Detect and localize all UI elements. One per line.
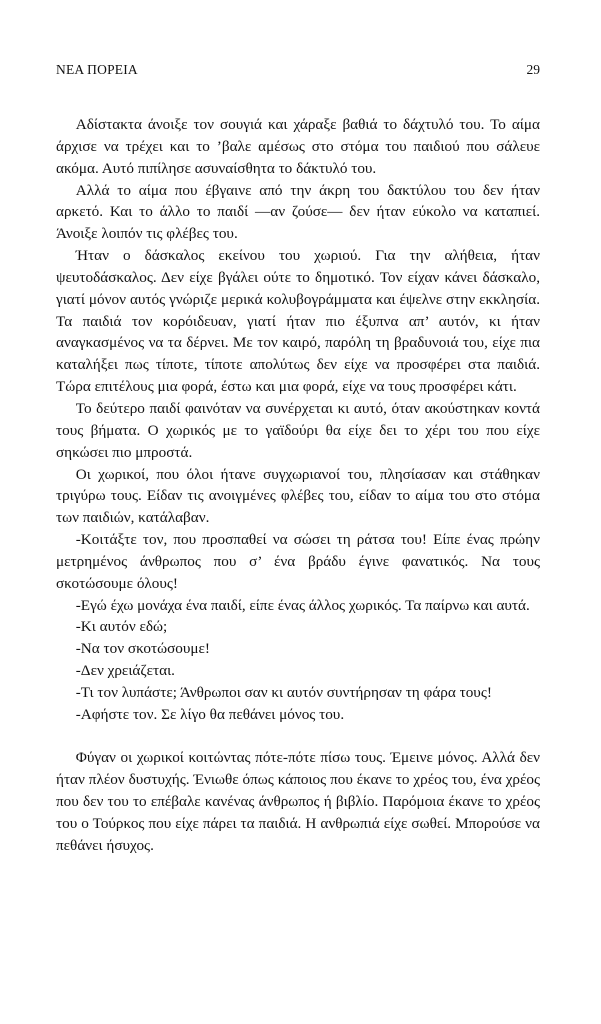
page-header: [56, 62, 540, 82]
dialogue-line: -Να τον σκοτώσουμε!: [75, 640, 210, 658]
dialogue-line: -Δεν χρειάζεται.: [75, 662, 175, 680]
paragraph: Ήταν ο δάσκαλος εκείνου του χωριού. Για την αλήθεια, ήταν ψευτοδάσκαλος. Δεν είχε βγάλει ούτε το δημοτικό. Τον είχαν κάνει δάσκαλο, γιατί μόνον αυτός γνώριζε μερικά κολυβογράμματα και έψελνε στην εκκλησία. Τα παιδιά τον κορόιδευαν, γιατί ήταν πιο έξυπνα απ’ αυτόν, κι ήταν αναγκασμένος να τα δέρνει. Με τον καιρό, παρόλη τη βραδυνοιά του, είχε πια καταλήξει πως τίποτε, τίποτε απολύτως δεν είχε να προσφέρει στα παιδιά. Τώρα επιτέλους μια φορά, έστω και μια φορά, είχε να τους προσφέρει κάτι.: [56, 247, 540, 396]
paragraph: Οι χωρικοί, που όλοι ήτανε συγχωριανοί του, πλησίασαν και στάθηκαν τριγύρω τους. Είδαν τις ανοιγμένες φλέβες του, είδαν το αίμα του στο στόμα των παιδιών, κατάλαβαν.: [56, 465, 540, 527]
dialogue-line: -Εγώ έχω μονάχα ένα παιδί, είπε ένας άλλος χωρικός. Τα παίρνω και αυτά.: [75, 596, 530, 614]
paragraph: Το δεύτερο παιδί φαινόταν να συνέρχεται κι αυτό, όταν ακούστηκαν κοντά τους βήματα. Ο χωρικός με το γαϊδούρι θα είχε δει το χέρι του που είχε σηκώσει πιο μπροστά.: [56, 399, 540, 461]
body-text: [56, 114, 540, 857]
dialogue-line: -Τι τον λυπάστε; Άνθρωποι σαν κι αυτόν συντήρησαν τη φάρα τους!: [75, 683, 492, 701]
dialogue-line: -Αφήστε τον. Σε λίγο θα πεθάνει μόνος του.: [75, 705, 345, 723]
paragraph: Αλλά το αίμα που έβγαινε από την άκρη του δακτύλου του δεν ήταν αρκετό. Και το άλλο το παιδί —αν ζούσε— δεν ήταν εύκολο να καταπιεί. Άνοιξε λοιπόν τις φλέβες του.: [56, 181, 540, 243]
running-head: ΝΕΑ ΠΟΡΕΙΑ: [56, 62, 138, 77]
dialogue-line: -Κοιτάξτε τον, που προσπαθεί να σώσει τη ράτσα του! Είπε ένας πρώην μετρημένος άνθρωπος που σ’ ένα βράδυ έγινε φανατικός. Να τους σκοτώσουμε όλους!: [56, 531, 540, 592]
paragraph: Φύγαν οι χωρικοί κοιτώντας πότε-πότε πίσω τους. Έμεινε μόνος. Αλλά δεν ήταν πλέον δυστυχής. Ένιωθε όπως κάποιος που έκανε το χρέος του, ένα χρέος που δεν του το επέβαλε κανένας άνθρωπος ή βιβλίο. Παρόμοια έκανε το χρέος του ο Τούρκος που είχε πάρει τα παιδιά. Η ανθρωπιά είχε σωθεί. Μπορούσε να πεθάνει ήσυχος.: [56, 749, 540, 854]
paragraph: Αδίστακτα άνοιξε τον σουγιά και χάραξε βαθιά το δάχτυλό του. Το αίμα άρχισε να τρέχει και το ’βαλε αμέσως στο στόμα του παιδιού που σάλευε ακόμα. Αυτό πιπίλησε ασυναίσθητα το δάκτυλό του.: [56, 116, 540, 177]
page-number: 29: [526, 62, 540, 77]
dialogue-line: -Κι αυτόν εδώ;: [75, 618, 168, 636]
